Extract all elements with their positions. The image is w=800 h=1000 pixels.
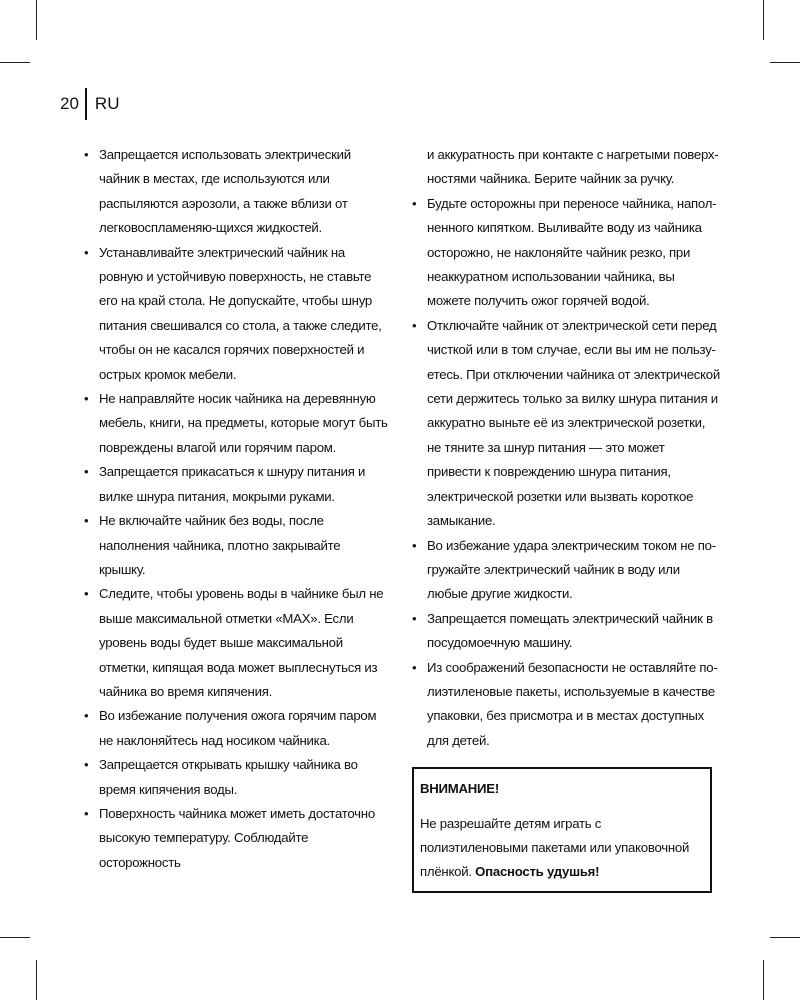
crop-mark [36,960,37,1000]
left-column [82,143,390,875]
crop-mark [763,960,764,1000]
crop-mark [0,937,30,938]
warning-emphasis: Опасность удушья! [475,864,600,880]
list-item: • Запрещается помещать электрический чайник в посудомоечную машину. [410,607,720,656]
list-item: • Во избежание удара электрическим током не по-гружайте электрический чайник в воду или любые другие жидкости. [410,534,720,607]
list-item: • Не включайте чайник без воды, после наполнения чайника, плотно закрывайте крышку. [82,509,390,582]
list-item: • Запрещается использовать электрический чайник в местах, где используются или распыляются аэрозоли, а также вблизи от легковоспламеняю-щихся жидкостей. [82,143,390,241]
list-item: • Не направляйте носик чайника на деревянную мебель, книги, на предметы, которые могут быть повреждены влагой или горячим паром. [82,387,390,460]
language-label: RU [94,94,120,113]
list-item: • Во избежание получения ожога горячим паром не наклоняйтесь над носиком чайника. [82,704,390,753]
continued-text: и аккуратность при контакте с нагретыми поверх-ностями чайника. Берите чайник за ручку. [427,147,719,187]
page-number: 20 [60,94,79,113]
list-item: • Отключайте чайник от электрической сети перед чисткой или в том случае, если вы им не пользу-етесь. При отключении чайника от электрической сети держитесь только за вилку шнура питания и аккуратно выньте её из электрической розетки, не тяните за шнур питания — это может привести к повреждению шнура питания, электрической розетки или вызвать короткое замыкание. [410,314,720,534]
warning-body [420,812,704,885]
page-header [60,92,119,116]
list-item: • Поверхность чайника может иметь достаточно высокую температуру. Соблюдайте осторожность [82,802,390,875]
list-item: • Запрещается прикасаться к шнуру питания и вилке шнура питания, мокрыми руками. [82,460,390,509]
safety-list-right [410,192,720,753]
list-item: • Устанавливайте электрический чайник на ровную и устойчивую поверхность, не ставьте его на край стола. Не допускайте, чтобы шнур питания свешивался со стола, а также следите, чтобы он не касался горячих поверхностей и острых кромок мебели. [82,241,390,387]
warning-text: Не разрешайте детям играть с полиэтиленовыми пакетами или упаковочной плёнкой. [420,815,690,880]
warning-box [412,767,712,893]
crop-mark [36,0,37,40]
list-item: • Будьте осторожны при переносе чайника, напол-ненного кипятком. Выливайте воду из чайника осторожно, не наклоняйте чайник резко, при неаккуратном использовании чайника, вы можете получить ожог горячей водой. [410,192,720,314]
right-column [410,143,720,893]
crop-mark [770,937,800,938]
list-item: • Запрещается открывать крышку чайника во время кипячения воды. [82,753,390,802]
list-item: • Из соображений безопасности не оставляйте по-лиэтиленовые пакеты, используемые в качестве упаковки, без присмотра и в местах доступных для детей. [410,656,720,754]
warning-title: ВНИМАНИЕ! [420,781,499,797]
crop-mark [770,62,800,63]
list-item: • Следите, чтобы уровень воды в чайнике был не выше максимальной отметки «MAX». Если уровень воды будет выше максимальной отметки, кипящая вода может выплеснуться из чайника во время кипячения. [82,582,390,704]
safety-list-left [82,143,390,875]
crop-mark [0,62,30,63]
crop-mark [763,0,764,40]
